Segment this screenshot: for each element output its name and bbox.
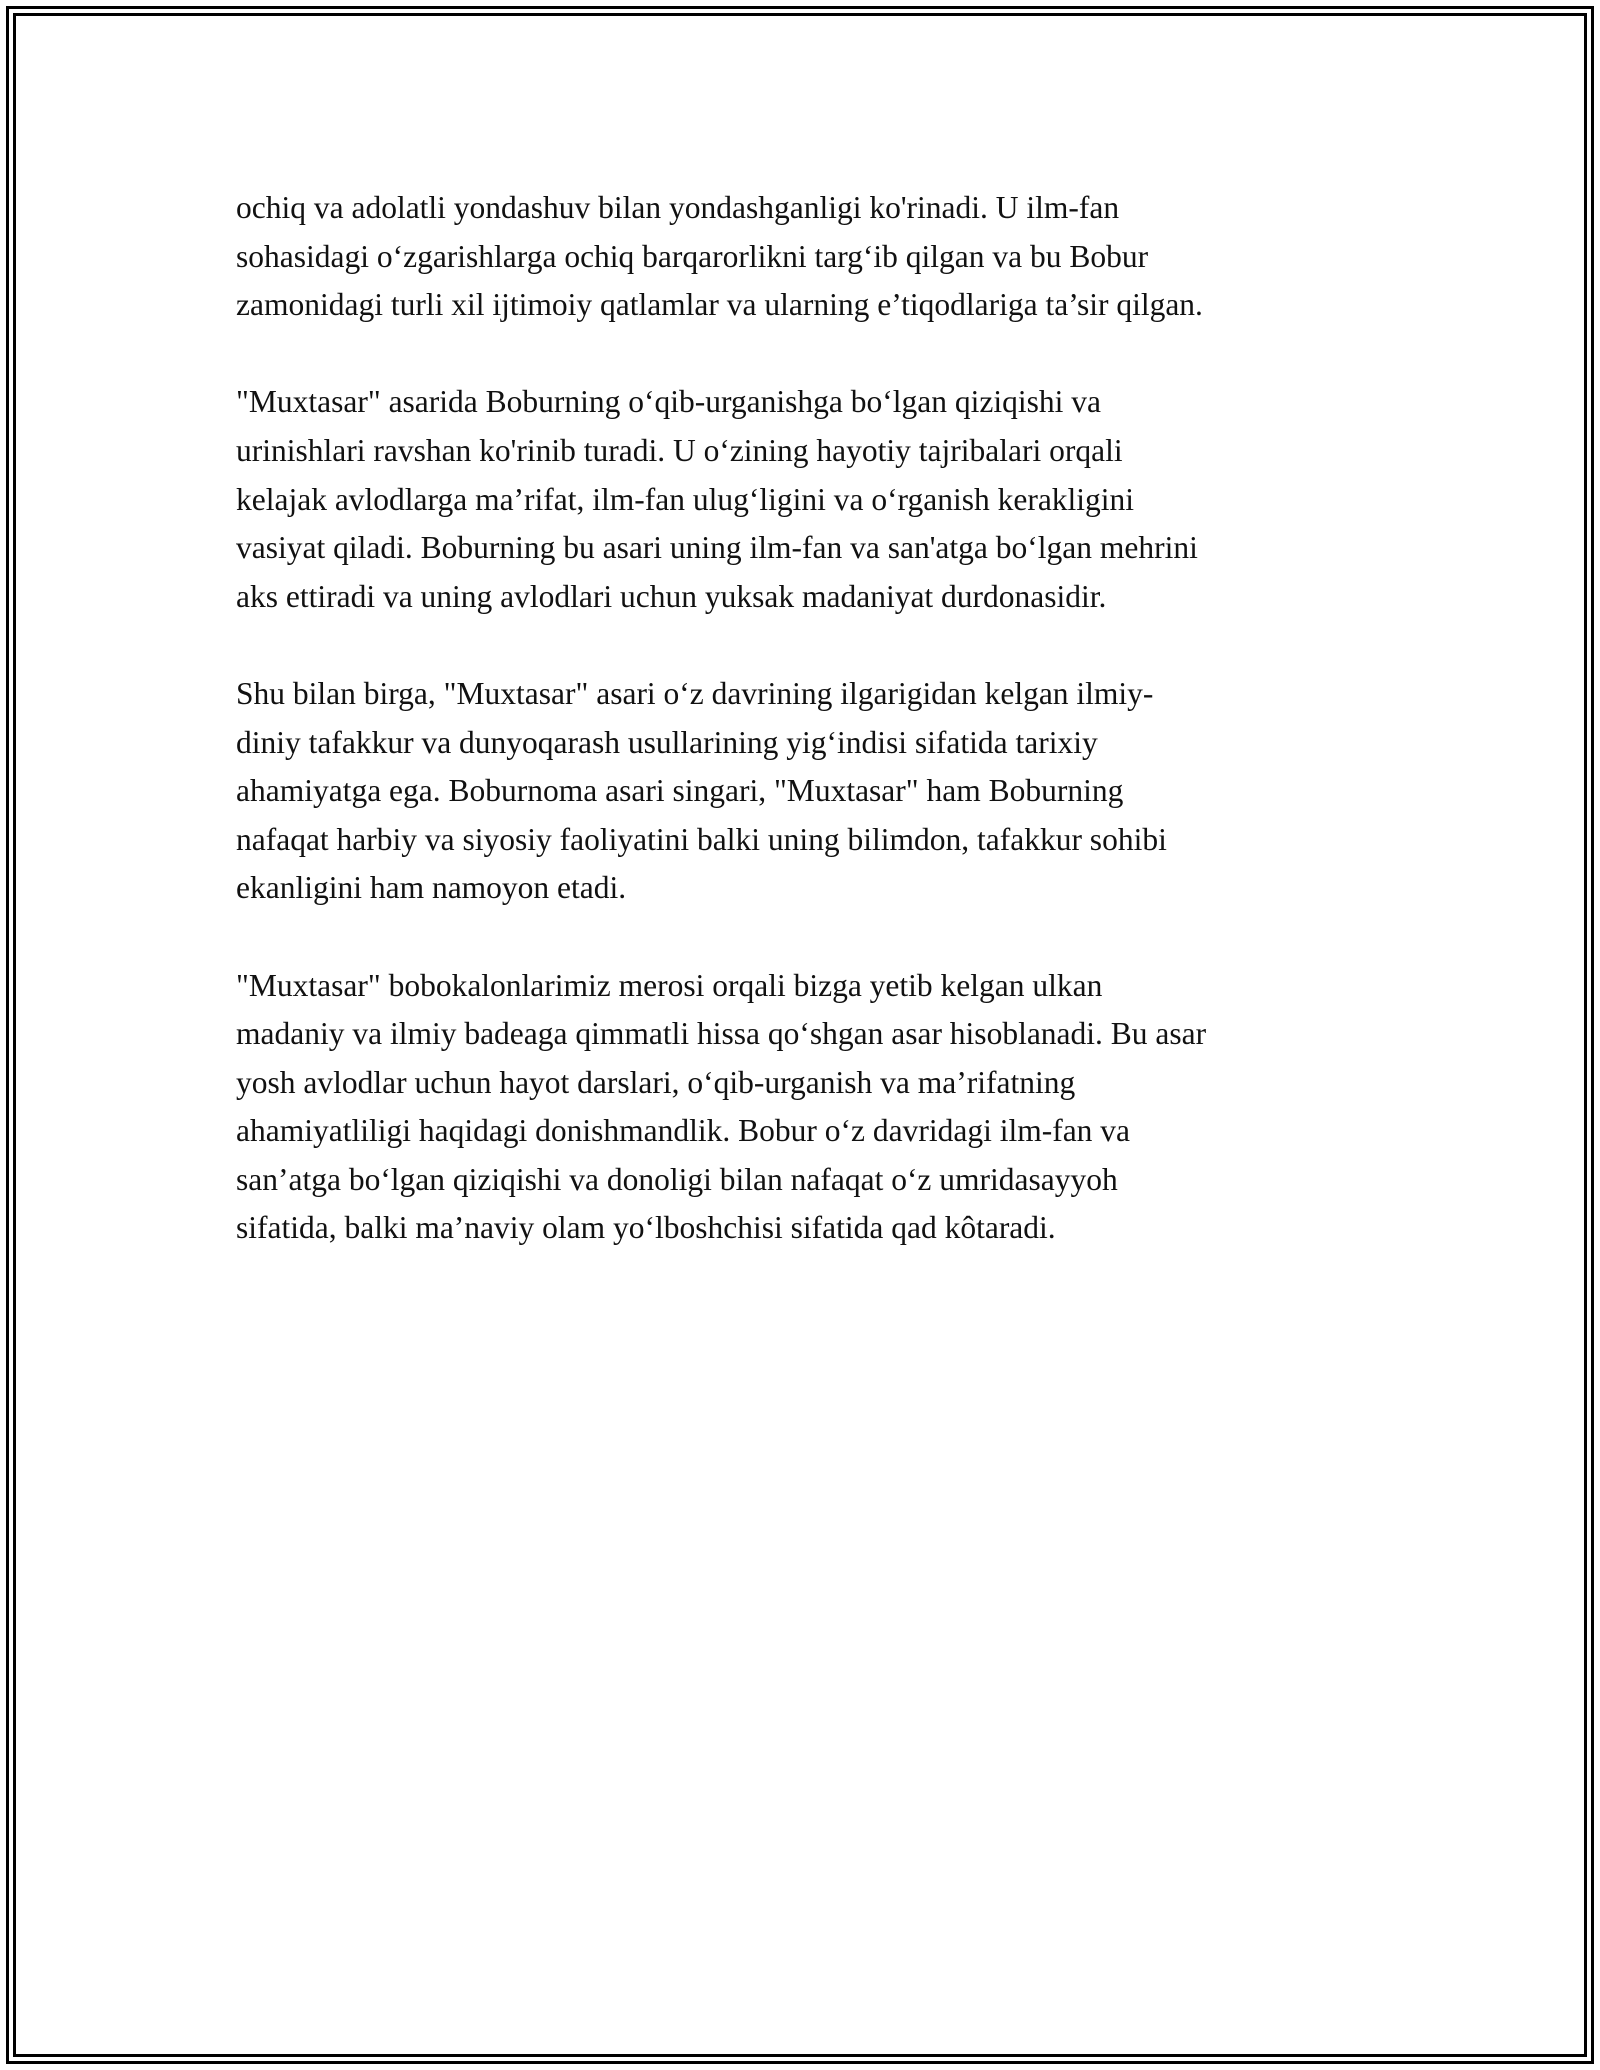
paragraph-1	[236, 184, 1376, 330]
text-line: kelajak avlodlarga ma’rifat, ilm-fan ulug‘ligini va o‘rganish kerakligini	[236, 481, 1135, 517]
text-line: zamonidagi turli xil ijtimoiy qatlamlar va ularning e’tiqodlariga ta’sir qilgan.	[236, 287, 1203, 323]
text-line: urinishlari ravshan ko'rinib turadi. U o‘zining hayotiy tajribalari orqali	[236, 432, 1123, 468]
text-line: sifatida, balki ma’naviy olam yo‘lboshchisi sifatida qad kôtaradi.	[236, 1210, 1056, 1246]
paragraph-3	[236, 670, 1376, 913]
paragraph-4	[236, 962, 1376, 1254]
text-line: ekanligini ham namoyon etadi.	[236, 870, 627, 906]
text-line: ochiq va adolatli yondashuv bilan yondashganligi ko'rinadi. U ilm-fan	[236, 190, 1120, 225]
text-line: "Muxtasar" bobokalonlarimiz merosi orqali bizga yetib kelgan ulkan	[236, 967, 1103, 1003]
text-line: san’atga bo‘lgan qiziqishi va donoligi bilan nafaqat o‘z umridasayyoh	[236, 1161, 1118, 1197]
text-line: sohasidagi o‘zgarishlarga ochiq barqarorlikni targ‘ib qilgan va bu Bobur	[236, 238, 1149, 274]
text-line: madaniy va ilmiy badeaga qimmatli hissa qo‘shgan asar hisoblanadi. Bu asar	[236, 1016, 1207, 1052]
text-line: yosh avlodlar uchun hayot darslari, o‘qib-urganish va ma’rifatning	[236, 1064, 1076, 1100]
text-line: aks ettiradi va uning avlodlari uchun yuksak madaniyat durdonasidir.	[236, 578, 1107, 614]
text-line: "Muxtasar" asarida Boburning o‘qib-urganishga bo‘lgan qiziqishi va	[236, 384, 1101, 420]
paragraph-2	[236, 378, 1376, 621]
text-line: diniy tafakkur va dunyoqarash usullarining yig‘indisi sifatida tarixiy	[236, 724, 1098, 760]
text-line: nafaqat harbiy va siyosiy faoliyatini balki uning bilimdon, tafakkur sohibi	[236, 821, 1167, 857]
text-line: ahamiyatga ega. Boburnoma asari singari, "Muxtasar" ham Boburning	[236, 773, 1124, 809]
text-line: vasiyat qiladi. Boburning bu asari uning ilm-fan va san'atga bo‘lgan mehrini	[236, 530, 1198, 566]
document-body	[236, 184, 1376, 1302]
text-line: Shu bilan birga, "Muxtasar" asari o‘z davrining ilgarigidan kelgan ilmiy-	[236, 675, 1154, 711]
text-line: ahamiyatliligi haqidagi donishmandlik. Bobur o‘z davridagi ilm-fan va	[236, 1113, 1131, 1149]
